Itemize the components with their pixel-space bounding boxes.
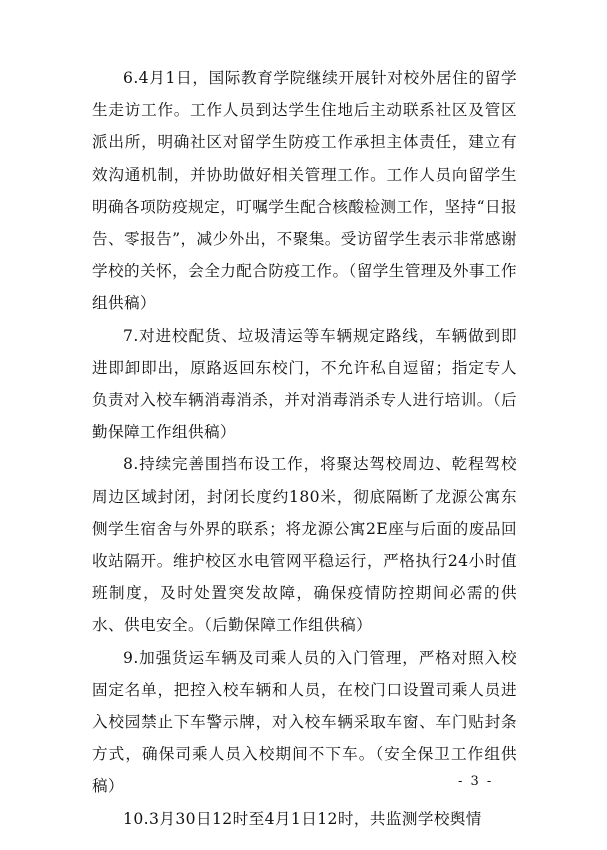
paragraph-8: 8.持续完善围挡布设工作，将聚达驾校周边、乾程驾校周边区域封闭，封闭长度约180米，彻底隔断了龙源公寓东侧学生宿舍与外界的联系；将龙源公寓2E座与后面的废品回收站隔开。维护校区水电管网平稳运行，严格执行24小时值班制度，及时处置突发故障，确保疫情防控期间必需的供水、供电安全。（后勤保障工作组供稿） <box>92 455 517 635</box>
page-number: - 3 - <box>458 774 494 789</box>
paragraph-7: 7.对进校配货、垃圾清运等车辆规定路线，车辆做到即进即卸即出，原路返回东校门，不允许私自逗留；指定专人负责对入校车辆消毒消杀，并对消毒消杀专人进行培训。（后勤保障工作组供稿） <box>92 326 517 442</box>
paragraph-9: 9.加强货运车辆及司乘人员的入门管理，严格对照入校固定名单，把控入校车辆和人员，在校门口设置司乘人员进入校园禁止下车警示牌，对入校车辆采取车窗、车门贴封条方式，确保司乘人员入校期间不下车。（安全保卫工作组供稿） <box>92 648 517 796</box>
paragraph-6: 6.4月1日，国际教育学院继续开展针对校外居住的留学生走访工作。工作人员到达学生住地后主动联系社区及管区派出所，明确社区对留学生防疫工作承担主体责任，建立有效沟通机制，并协助做好相关管理工作。工作人员向留学生明确各项防疫规定，叮嘱学生配合核酸检测工作，坚持“日报告、零报告”，减少外出，不聚集。受访留学生表示非常感谢学校的关怀，会全力配合防疫工作。（留学生管理及外事工作组供稿） <box>92 69 517 313</box>
paragraph-10: 10.3月30日12时至4月1日12时，共监测学校舆情 <box>123 809 482 828</box>
document-body <box>92 62 517 835</box>
